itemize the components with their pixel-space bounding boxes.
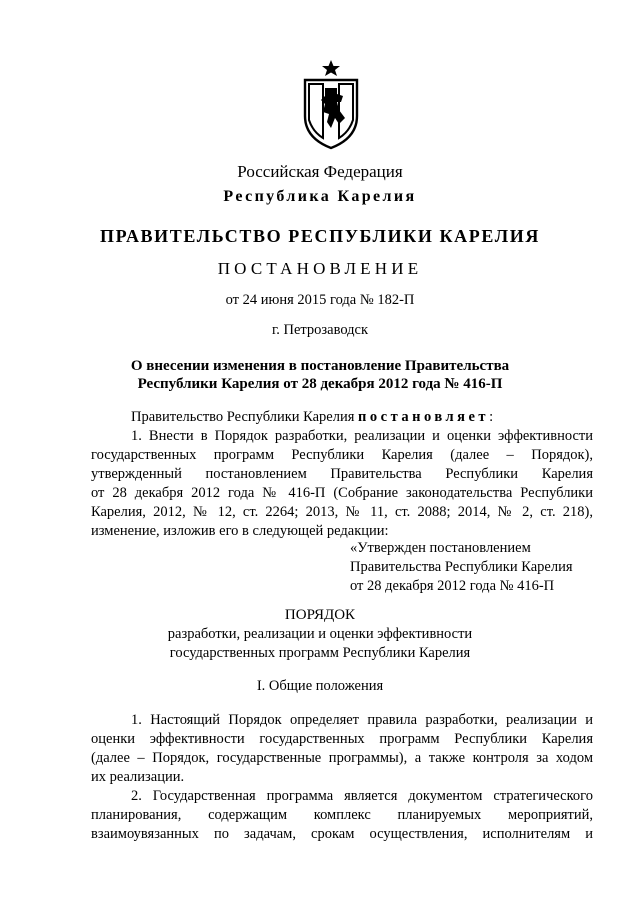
paragraph1-line: их реализации.: [91, 769, 185, 785]
decree-date: от 24 июня 2015 года № 182-П: [225, 292, 415, 308]
approved-line: Правительства Республики Карелия: [350, 559, 573, 575]
republic-label: Республика Карелия: [223, 188, 417, 205]
section-heading: I. Общие положения: [256, 678, 384, 694]
approved-line: от 28 декабря 2012 года № 416-П: [350, 578, 555, 594]
item1-line: изменение, изложив его в следующей редакции:: [91, 523, 389, 539]
intro-verb: постановляет: [358, 409, 490, 425]
item1-line: Карелия, 2012, № 12, ст. 2264; 2013, № 11, ст. 2088; 2014, № 2, ст. 218),: [91, 504, 593, 520]
document-title-line: О внесении изменения в постановление Правительства: [130, 358, 510, 374]
city-label: г. Петрозаводск: [271, 322, 369, 338]
intro-colon: :: [489, 409, 494, 425]
order-subtitle-line: государственных программ Республики Карелия: [169, 645, 471, 661]
order-subtitle-line: разработки, реализации и оценки эффективности: [167, 626, 473, 642]
item1-line: от 28 декабря 2012 года № 416-П (Собрание законодательства Республики: [91, 485, 593, 501]
paragraph1-line: (далее – Порядок, государственные программы), а также контроля за ходом: [91, 750, 593, 766]
decree-heading: ПОСТАНОВЛЕНИЕ: [217, 259, 423, 278]
item1-line: 1. Внести в Порядок разработки, реализации и оценки эффективности: [131, 428, 593, 444]
paragraph2-line: планирования, содержащим комплекс планируемых мероприятий,: [91, 807, 593, 823]
paragraph2-line: 2. Государственная программа является документом стратегического: [131, 788, 593, 804]
intro-paragraph: [131, 408, 493, 426]
intro-lead: Правительство Республики Карелия: [131, 409, 355, 425]
government-heading: ПРАВИТЕЛЬСТВО РЕСПУБЛИКИ КАРЕЛИЯ: [100, 226, 540, 246]
karelia-coat-of-arms-icon: [299, 58, 363, 150]
item1-line: утвержденный постановлением Правительства Республики Карелия: [91, 466, 593, 482]
document-title-line: Республики Карелия от 28 декабря 2012 года № 416-П: [137, 376, 503, 392]
paragraph2-line: взаимоувязанных по задачам, срокам осуществления, исполнителям и: [91, 826, 593, 842]
federation-label: Российская Федерация: [237, 162, 403, 181]
paragraph1-line: 1. Настоящий Порядок определяет правила разработки, реализации и: [131, 712, 593, 728]
approved-line: «Утвержден постановлением: [350, 540, 531, 556]
paragraph1-line: оценки эффективности государственных программ Республики Карелия: [91, 731, 593, 747]
item1-line: государственных программ Республики Карелия (далее – Порядок),: [91, 447, 593, 463]
order-heading: ПОРЯДОК: [284, 607, 356, 623]
